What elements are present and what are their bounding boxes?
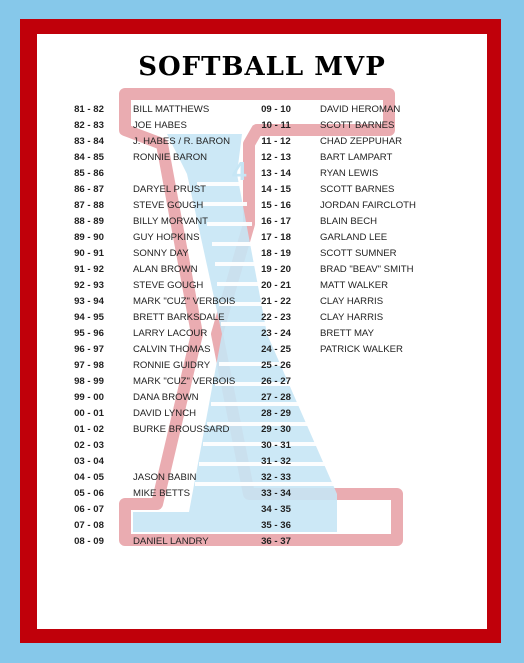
season-years: 04 - 05 xyxy=(74,472,104,483)
player-name: BART LAMPART xyxy=(320,152,393,163)
player-name: DARYEL PRUST xyxy=(133,184,207,195)
player-name: DAVID HEROMAN xyxy=(320,104,401,115)
player-name: BRETT MAY xyxy=(320,328,375,339)
season-years: 36 - 37 xyxy=(261,536,291,547)
player-name: SCOTT BARNES xyxy=(320,120,395,131)
season-years: 03 - 04 xyxy=(74,456,104,467)
player-name: LARRY LACOUR xyxy=(133,328,208,339)
player-name: SONNY DAY xyxy=(133,248,189,259)
season-years: 09 - 10 xyxy=(261,104,291,115)
season-years: 19 - 20 xyxy=(261,264,291,275)
season-years: 81 - 82 xyxy=(74,104,104,115)
season-years: 00 - 01 xyxy=(74,408,104,419)
season-years: 07 - 08 xyxy=(74,520,104,531)
season-years: 82 - 83 xyxy=(74,120,104,131)
season-years: 99 - 00 xyxy=(74,392,104,403)
season-years: 15 - 16 xyxy=(261,200,291,211)
player-name: CLAY HARRIS xyxy=(320,296,384,307)
season-years: 27 - 28 xyxy=(261,392,291,403)
season-years: 35 - 36 xyxy=(261,520,291,531)
player-name: MARK "CUZ" VERBOIS xyxy=(133,376,236,387)
player-name: RONNIE BARON xyxy=(133,152,208,163)
season-years: 12 - 13 xyxy=(261,152,291,163)
season-years: 11 - 12 xyxy=(261,136,291,147)
season-years: 93 - 94 xyxy=(74,296,104,307)
player-name: BILLY MORVANT xyxy=(133,216,208,227)
season-years: 06 - 07 xyxy=(74,504,104,515)
mvp-sheet xyxy=(37,34,487,629)
season-years: 32 - 33 xyxy=(261,472,291,483)
season-years: 98 - 99 xyxy=(74,376,104,387)
season-years: 91 - 92 xyxy=(74,264,104,275)
player-name: MATT WALKER xyxy=(320,280,389,291)
season-years: 05 - 06 xyxy=(74,488,104,499)
season-years: 24 - 25 xyxy=(261,344,291,355)
season-years: 90 - 91 xyxy=(74,248,104,259)
player-name: MIKE BETTS xyxy=(133,488,191,499)
season-years: 16 - 17 xyxy=(261,216,291,227)
player-name: SCOTT SUMNER xyxy=(320,248,397,259)
season-years: 97 - 98 xyxy=(74,360,104,371)
season-years: 30 - 31 xyxy=(261,440,291,451)
season-years: 92 - 93 xyxy=(74,280,104,291)
player-name: JASON BABIN xyxy=(133,472,197,483)
player-name: RONNIE GUIDRY xyxy=(133,360,211,371)
season-years: 33 - 34 xyxy=(261,488,291,499)
season-years: 26 - 27 xyxy=(261,376,291,387)
season-years: 13 - 14 xyxy=(261,168,291,179)
season-years: 01 - 02 xyxy=(74,424,104,435)
player-name: GUY HOPKINS xyxy=(133,232,200,243)
season-years: 34 - 35 xyxy=(261,504,291,515)
player-name: BRETT BARKSDALE xyxy=(133,312,225,323)
season-years: 02 - 03 xyxy=(74,440,104,451)
season-years: 08 - 09 xyxy=(74,536,104,547)
player-name: DAVID LYNCH xyxy=(133,408,197,419)
player-name: BLAIN BECH xyxy=(320,216,378,227)
season-years: 84 - 85 xyxy=(74,152,104,163)
player-name: JOE HABES xyxy=(133,120,187,131)
player-name: STEVE GOUGH xyxy=(133,280,204,291)
player-name: GARLAND LEE xyxy=(320,232,388,243)
season-years: 88 - 89 xyxy=(74,216,104,227)
season-years: 85 - 86 xyxy=(74,168,104,179)
page-title: SOFTBALL MVP xyxy=(138,52,386,82)
season-years: 21 - 22 xyxy=(261,296,291,307)
player-name: BILL MATTHEWS xyxy=(133,104,210,115)
player-name: JORDAN FAIRCLOTH xyxy=(320,200,416,211)
player-name: DANIEL LANDRY xyxy=(133,536,209,547)
season-years: 17 - 18 xyxy=(261,232,291,243)
season-years: 18 - 19 xyxy=(261,248,291,259)
player-name: MARK "CUZ" VERBOIS xyxy=(133,296,236,307)
player-name: BRAD "BEAV" SMITH xyxy=(320,264,414,275)
player-name: STEVE GOUGH xyxy=(133,200,204,211)
player-name: CALVIN THOMAS xyxy=(133,344,211,355)
season-years: 10 - 11 xyxy=(261,120,291,131)
season-years: 95 - 96 xyxy=(74,328,104,339)
season-years: 86 - 87 xyxy=(74,184,104,195)
season-years: 89 - 90 xyxy=(74,232,104,243)
season-years: 20 - 21 xyxy=(261,280,291,291)
season-years: 23 - 24 xyxy=(261,328,291,339)
season-years: 87 - 88 xyxy=(74,200,104,211)
player-name: J. HABES / R. BARON xyxy=(133,136,231,147)
player-name: BURKE BROUSSARD xyxy=(133,424,230,435)
season-years: 25 - 26 xyxy=(261,360,291,371)
season-years: 22 - 23 xyxy=(261,312,291,323)
player-name: DANA BROWN xyxy=(133,392,199,403)
player-name: PATRICK WALKER xyxy=(320,344,403,355)
player-name: CLAY HARRIS xyxy=(320,312,384,323)
player-name: SCOTT BARNES xyxy=(320,184,395,195)
watermark-number: 4 xyxy=(232,156,247,186)
player-name: RYAN LEWIS xyxy=(320,168,379,179)
season-years: 31 - 32 xyxy=(261,456,291,467)
season-years: 96 - 97 xyxy=(74,344,104,355)
season-years: 94 - 95 xyxy=(74,312,104,323)
player-name: CHAD ZEPPUHAR xyxy=(320,136,403,147)
player-name: ALAN BROWN xyxy=(133,264,198,275)
season-years: 28 - 29 xyxy=(261,408,291,419)
season-years: 29 - 30 xyxy=(261,424,291,435)
season-years: 14 - 15 xyxy=(261,184,291,195)
season-years: 83 - 84 xyxy=(74,136,104,147)
